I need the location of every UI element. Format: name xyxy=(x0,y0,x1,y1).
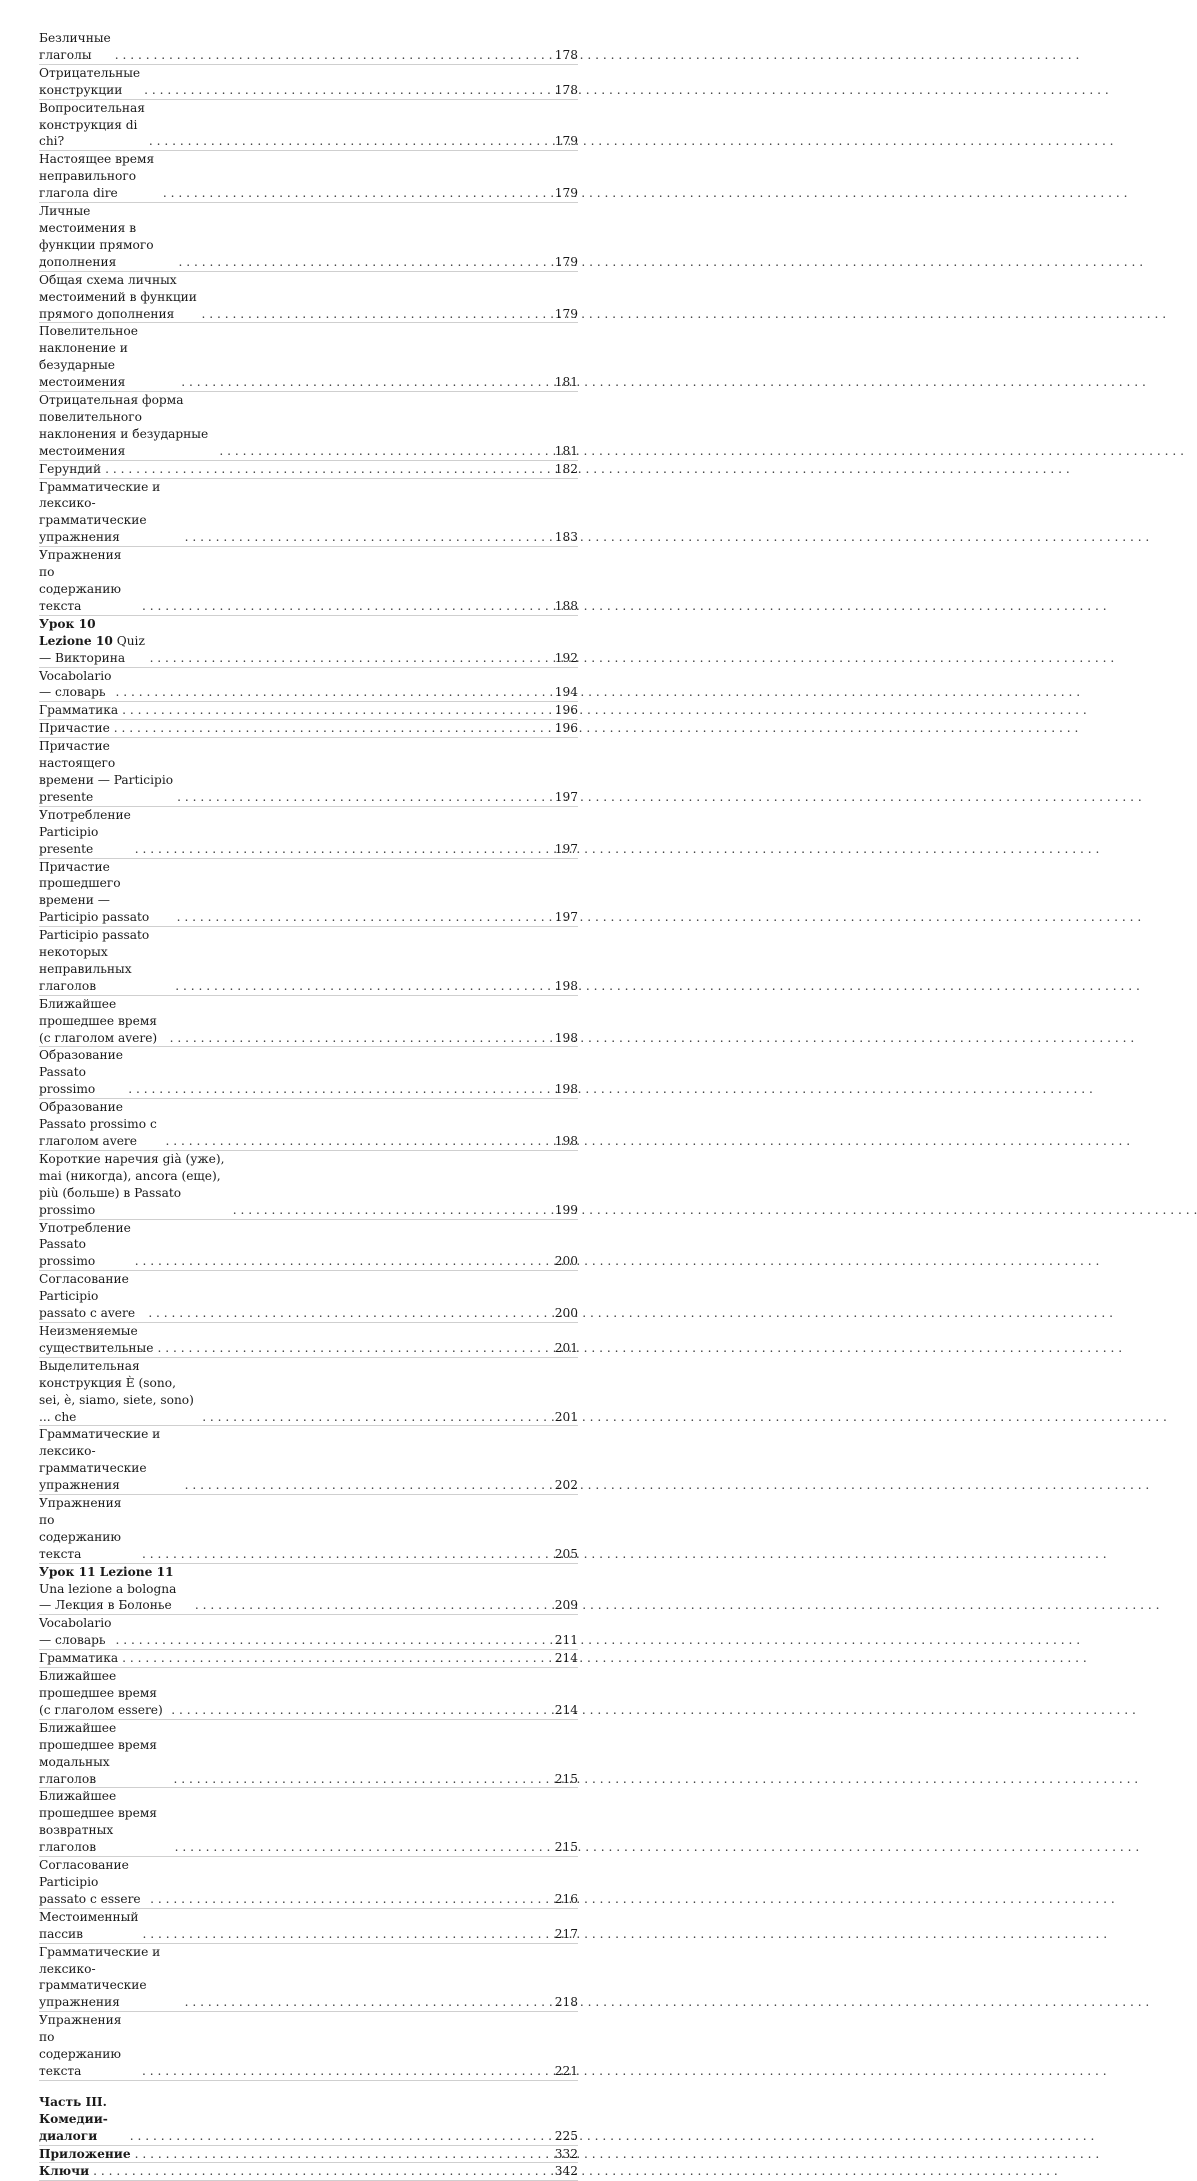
toc-entry-title: Употребление Passato prossimo xyxy=(39,1220,131,1269)
toc-entry-title: Ближайшее прошедшее время (с глаголом essere) xyxy=(39,1669,163,1717)
toc-entry-title: Упражнения по содержанию текста xyxy=(39,2013,122,2078)
toc-entry-title: Согласование Participio passato с avere xyxy=(39,1272,136,1321)
toc-entry-title: Отрицательные конструкции xyxy=(39,65,141,97)
toc-entry xyxy=(39,1047,578,1099)
dot-leader xyxy=(171,1702,550,1719)
toc-entry xyxy=(39,859,578,928)
toc-page-number: 209 xyxy=(554,1598,578,1613)
dot-leader xyxy=(135,841,550,858)
dot-leader xyxy=(142,1926,550,1943)
toc-entry-title: Безличные глаголы xyxy=(39,31,111,62)
dot-leader xyxy=(177,789,550,806)
toc-page-number: 183 xyxy=(554,530,578,545)
toc-entry xyxy=(39,1323,578,1358)
toc-entry xyxy=(39,1271,578,1323)
toc-entry-title: Причастие xyxy=(39,721,110,736)
toc-page-number: 198 xyxy=(554,978,578,993)
toc-entry xyxy=(39,927,578,996)
dot-leader xyxy=(201,306,550,323)
dot-leader xyxy=(195,1597,550,1614)
toc-entry-title: Употребление Participio presente xyxy=(39,807,131,856)
toc-entry-title: Повелительное наклонение и безударные местоимения xyxy=(39,324,138,390)
dot-leader xyxy=(135,2146,550,2163)
dot-leader xyxy=(115,47,550,64)
toc-page-number: 181 xyxy=(554,375,578,390)
toc-page-number: 198 xyxy=(554,1030,578,1045)
toc-entry-title xyxy=(39,1564,195,1615)
toc-entry-title: Местоименный пассив xyxy=(39,1909,139,1941)
dot-leader xyxy=(170,1030,550,1047)
dot-leader xyxy=(179,254,550,271)
toc-entry xyxy=(39,1944,578,2013)
toc-entry xyxy=(39,547,578,616)
dot-leader xyxy=(219,443,550,460)
table-of-contents xyxy=(39,30,578,2181)
toc-entry xyxy=(39,720,578,738)
toc-entry xyxy=(39,1426,578,1495)
dot-leader xyxy=(185,1477,550,1494)
toc-page-number: 332 xyxy=(554,2146,578,2161)
toc-page-number: 192 xyxy=(554,650,578,665)
toc-entry-title: Короткие наречия già (уже), mai (никогда), ancora (еще), più (больше) в Passato prossimo xyxy=(39,1151,225,1217)
dot-leader xyxy=(122,1650,550,1667)
toc-entry xyxy=(39,392,578,461)
toc-entry xyxy=(39,1788,578,1857)
toc-page-number: 182 xyxy=(554,461,578,476)
dot-leader xyxy=(149,133,550,150)
dot-leader xyxy=(115,1632,550,1649)
dot-leader xyxy=(157,1340,550,1357)
dot-leader xyxy=(122,702,550,719)
toc-entry xyxy=(39,1857,578,1909)
toc-page-number: 342 xyxy=(554,2164,578,2179)
toc-entry xyxy=(39,1909,578,1944)
dot-leader xyxy=(175,978,550,995)
toc-part-entry xyxy=(39,2146,578,2164)
toc-entry-title: Ближайшее прошедшее время (с глаголом avere) xyxy=(39,996,158,1045)
toc-page-number: 198 xyxy=(554,1082,578,1097)
toc-entry-title: Герундий xyxy=(39,461,102,476)
dot-leader xyxy=(166,1133,550,1150)
toc-entry-title: Грамматические и лексико-грамматические упражнения xyxy=(39,1427,161,1493)
toc-lesson-entry xyxy=(39,1564,578,1616)
toc-page-number: 179 xyxy=(554,306,578,321)
toc-entry xyxy=(39,203,578,272)
toc-entry xyxy=(39,1220,578,1272)
dot-leader xyxy=(142,1546,550,1563)
toc-page-number: 201 xyxy=(554,1340,578,1355)
toc-page-number: 202 xyxy=(554,1478,578,1493)
toc-entry-title: Упражнения по содержанию текста xyxy=(39,548,122,613)
toc-page-number: 194 xyxy=(554,685,578,700)
toc-entry xyxy=(39,1668,578,1720)
toc-entry-title: Отрицательная форма повелительного наклонения и безударные местоимения xyxy=(39,393,209,458)
toc-entry xyxy=(39,1358,578,1427)
toc-entry-title: Приложение xyxy=(39,2146,131,2161)
toc-entry-title: Согласование Participio passato с essere xyxy=(39,1858,141,1906)
toc-page-number: 215 xyxy=(554,1840,578,1855)
dot-leader xyxy=(148,1305,550,1322)
lesson-number: Урок 10 Lezione 10 xyxy=(39,616,113,648)
toc-entry-title: Vocabolario — словарь xyxy=(39,1616,112,1648)
toc-entry-title: Participio passato некоторых неправильных глаголов xyxy=(39,928,150,993)
toc-page-number: 218 xyxy=(554,1995,578,2010)
dot-leader xyxy=(93,2163,550,2180)
dot-leader xyxy=(105,461,550,478)
toc-entry xyxy=(39,272,578,324)
toc-entry-title: Ближайшее прошедшее время модальных глаголов xyxy=(39,1720,157,1786)
lesson-title: Una lezione a bologna — Лекция в Болонье xyxy=(39,1581,177,1613)
toc-entry-title: Причастие настоящего времени — Participio presente xyxy=(39,739,174,804)
dot-leader xyxy=(144,82,550,99)
dot-leader xyxy=(135,1253,550,1270)
dot-leader xyxy=(175,1839,550,1856)
toc-entry xyxy=(39,668,578,703)
toc-page-number: 197 xyxy=(554,789,578,804)
toc-entry-title: Образование Passato prossimo с глаголом avere xyxy=(39,1100,157,1148)
toc-entry xyxy=(39,30,578,65)
toc-entry-title: Часть III. Комедии-диалоги xyxy=(39,2094,108,2143)
lesson-number: Урок 11 Lezione 11 xyxy=(39,1564,174,1579)
dot-leader xyxy=(115,684,550,701)
dot-leader xyxy=(142,2063,550,2080)
toc-entry xyxy=(39,1495,578,1564)
toc-page-number: 214 xyxy=(554,1651,578,1666)
toc-page-number: 196 xyxy=(554,703,578,718)
section-spacer xyxy=(39,2081,578,2094)
toc-page-number: 205 xyxy=(554,1546,578,1561)
toc-page-number: 225 xyxy=(554,2128,578,2143)
toc-entry-title: Грамматика xyxy=(39,1651,119,1666)
toc-page-number: 181 xyxy=(554,443,578,458)
toc-entry-title: Грамматические и лексико-грамматические упражнения xyxy=(39,1944,161,2010)
toc-page-number: 179 xyxy=(554,254,578,269)
toc-page-number: 179 xyxy=(554,134,578,149)
toc-entry xyxy=(39,996,578,1048)
toc-page-number: 200 xyxy=(554,1306,578,1321)
toc-entry-title: Общая схема личных местоимений в функции прямого дополнения xyxy=(39,272,197,321)
toc-entry-title: Неизменяемые существительные xyxy=(39,1323,154,1355)
toc-entry xyxy=(39,1099,578,1151)
toc-page-number: 178 xyxy=(554,82,578,97)
dot-leader xyxy=(142,598,550,615)
dot-leader xyxy=(202,1409,550,1426)
toc-page-number: 197 xyxy=(554,841,578,856)
toc-page-number: 199 xyxy=(554,1202,578,1217)
toc-page-number: 211 xyxy=(554,1633,578,1648)
toc-page-number: 196 xyxy=(554,721,578,736)
lesson-title: Quiz — Викторина xyxy=(39,633,145,665)
toc-entry-title xyxy=(39,616,150,667)
toc-entry-title: Причастие прошедшего времени — Participio passato xyxy=(39,859,150,925)
dot-leader xyxy=(150,1891,550,1908)
toc-entry-title: Настоящее время неправильного глагола dire xyxy=(39,152,155,201)
toc-page-number: 178 xyxy=(554,47,578,62)
dot-leader xyxy=(114,720,550,737)
toc-entry xyxy=(39,1151,578,1220)
toc-page-number: 179 xyxy=(554,186,578,201)
toc-entry xyxy=(39,100,578,152)
toc-entry-title: Грамматические и лексико-грамматические упражнения xyxy=(39,479,161,545)
toc-page-number: 200 xyxy=(554,1254,578,1269)
toc-page-number: 215 xyxy=(554,1771,578,1786)
dot-leader xyxy=(185,529,550,546)
dot-leader xyxy=(181,374,550,391)
toc-entry-title: Личные местоимения в функции прямого дополнения xyxy=(39,204,154,269)
dot-leader xyxy=(174,1771,550,1788)
toc-entry xyxy=(39,479,578,548)
toc-entry xyxy=(39,1720,578,1789)
toc-entry xyxy=(39,65,578,100)
toc-entry-title: Выделительная конструкция È (sono, sei, è, siamo, siete, sono) ... che xyxy=(39,1358,194,1424)
toc-page-number: 221 xyxy=(554,2063,578,2078)
toc-page-number: 216 xyxy=(554,1891,578,1906)
toc-entry-title: Упражнения по содержанию текста xyxy=(39,1496,122,1561)
dot-leader xyxy=(130,2128,550,2145)
toc-entry-title: Образование Passato prossimo xyxy=(39,1048,123,1097)
toc-lesson-entry xyxy=(39,616,578,668)
dot-leader xyxy=(163,185,550,202)
toc-entry xyxy=(39,323,578,392)
toc-entry xyxy=(39,702,578,720)
toc-page-number: 197 xyxy=(554,910,578,925)
toc-entry xyxy=(39,1615,578,1650)
toc-part-entry xyxy=(39,2094,578,2146)
toc-page-number: 201 xyxy=(554,1409,578,1424)
dot-leader xyxy=(150,650,550,667)
toc-entry-title: Ближайшее прошедшее время возвратных глаголов xyxy=(39,1789,157,1855)
toc-entry xyxy=(39,1650,578,1668)
toc-entry-title: Грамматика xyxy=(39,703,119,718)
toc-entry-title: Вопросительная конструкция di chi? xyxy=(39,100,145,149)
toc-entry xyxy=(39,2012,578,2081)
toc-entry xyxy=(39,461,578,479)
toc-page-number: 188 xyxy=(554,598,578,613)
toc-entry xyxy=(39,151,578,203)
toc-part-entry xyxy=(39,2163,578,2181)
dot-leader xyxy=(128,1081,550,1098)
toc-page-number: 217 xyxy=(554,1926,578,1941)
dot-leader xyxy=(177,909,550,926)
toc-entry xyxy=(39,738,578,807)
dot-leader xyxy=(233,1202,550,1219)
toc-page-number: 198 xyxy=(554,1134,578,1148)
dot-leader xyxy=(185,1994,550,2011)
toc-entry xyxy=(39,807,578,859)
toc-page-number: 214 xyxy=(554,1702,578,1717)
toc-entry-title: Vocabolario — словарь xyxy=(39,668,112,700)
toc-entry-title: Ключи xyxy=(39,2164,90,2179)
